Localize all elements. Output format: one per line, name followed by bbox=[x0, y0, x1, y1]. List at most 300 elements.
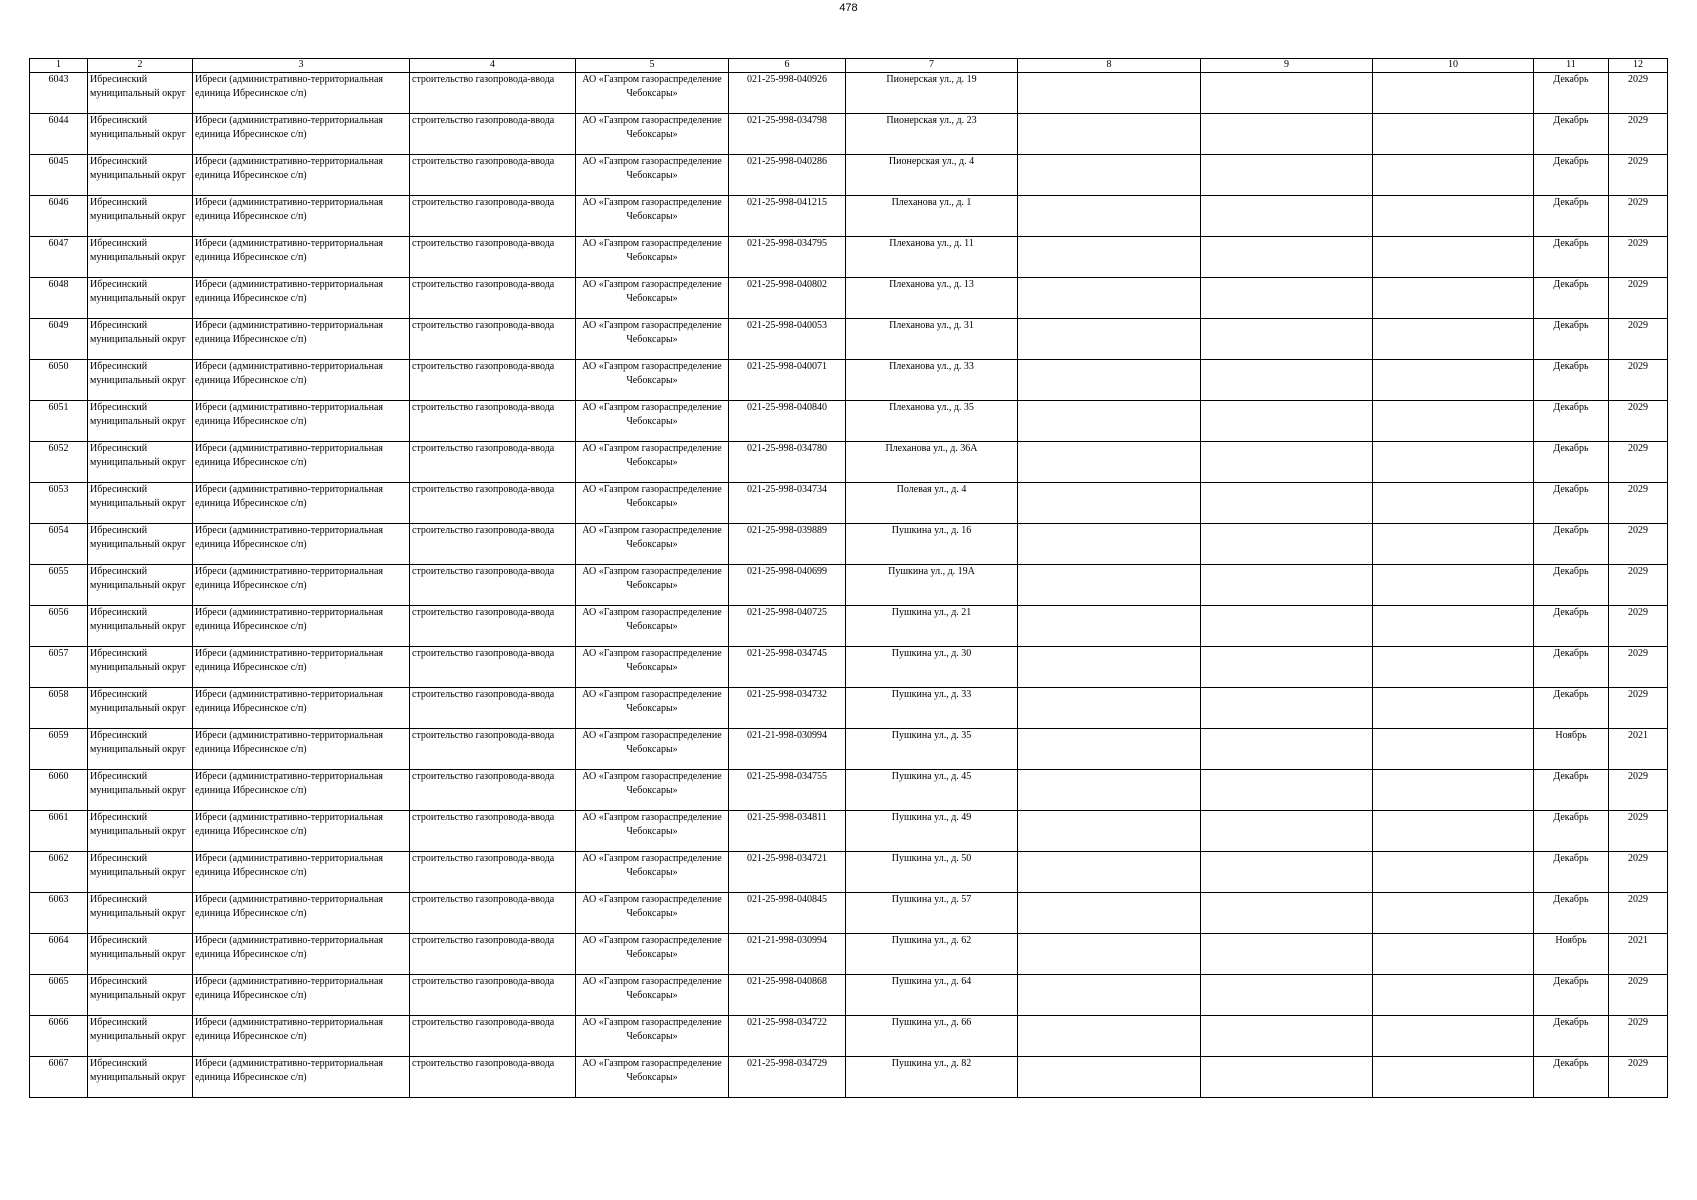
column-9-cell bbox=[1201, 1016, 1373, 1057]
year-cell-text: 2029 bbox=[1628, 1017, 1648, 1028]
table-row bbox=[30, 893, 1668, 934]
settlement-cell-text: Ибреси (административно-территориальная единица Ибресинское с/п) bbox=[195, 853, 383, 878]
organization-cell-text: АО «Газпром газораспределение Чебоксары» bbox=[582, 484, 722, 509]
settlement-cell-text: Ибреси (административно-территориальная единица Ибресинское с/п) bbox=[195, 525, 383, 550]
organization-cell-text: АО «Газпром газораспределение Чебоксары» bbox=[582, 976, 722, 1001]
column-header: 4 bbox=[410, 59, 576, 73]
district-cell bbox=[88, 1057, 193, 1098]
district-cell bbox=[88, 155, 193, 196]
address-cell bbox=[846, 155, 1018, 196]
year-cell-text: 2029 bbox=[1628, 402, 1648, 413]
object-code-cell bbox=[729, 934, 846, 975]
district-cell-text: Ибресинский муниципальный округ bbox=[90, 730, 186, 755]
month-cell-text: Декабрь bbox=[1553, 689, 1589, 700]
organization-cell-text: АО «Газпром газораспределение Чебоксары» bbox=[582, 74, 722, 99]
column-9-cell bbox=[1201, 278, 1373, 319]
month-cell-text: Декабрь bbox=[1553, 238, 1589, 249]
column-10-cell bbox=[1373, 934, 1534, 975]
address-cell-text: Пушкина ул., д. 30 bbox=[891, 648, 972, 659]
column-8-cell bbox=[1018, 606, 1201, 647]
object-code-cell-text: 021-25-998-041215 bbox=[747, 197, 827, 208]
row-number-text: 6051 bbox=[48, 402, 69, 413]
row-number-text: 6058 bbox=[48, 689, 69, 700]
table-row bbox=[30, 237, 1668, 278]
year-cell bbox=[1609, 647, 1668, 688]
object-code-cell bbox=[729, 1057, 846, 1098]
table-row bbox=[30, 483, 1668, 524]
object-code-cell-text: 021-25-998-040725 bbox=[747, 607, 827, 618]
row-number-text: 6053 bbox=[48, 484, 69, 495]
object-code-cell bbox=[729, 483, 846, 524]
work-type-cell-text: строительство газопровода-ввода bbox=[412, 238, 555, 249]
page-number: 478 bbox=[839, 2, 858, 14]
settlement-cell-text: Ибреси (административно-территориальная единица Ибресинское с/п) bbox=[195, 74, 383, 99]
month-cell bbox=[1534, 155, 1609, 196]
work-type-cell bbox=[410, 688, 576, 729]
row-number bbox=[30, 934, 88, 975]
organization-cell-text: АО «Газпром газораспределение Чебоксары» bbox=[582, 730, 722, 755]
column-8-cell bbox=[1018, 688, 1201, 729]
year-cell-text: 2029 bbox=[1628, 566, 1648, 577]
object-code-cell bbox=[729, 770, 846, 811]
organization-cell-text: АО «Газпром газораспределение Чебоксары» bbox=[582, 238, 722, 263]
organization-cell bbox=[576, 278, 729, 319]
column-header: 5 bbox=[576, 59, 729, 73]
settlement-cell-text: Ибреси (административно-территориальная единица Ибресинское с/п) bbox=[195, 894, 383, 919]
column-8-cell bbox=[1018, 1016, 1201, 1057]
address-cell bbox=[846, 893, 1018, 934]
organization-cell-text: АО «Газпром газораспределение Чебоксары» bbox=[582, 812, 722, 837]
object-code-cell bbox=[729, 729, 846, 770]
organization-cell-text: АО «Газпром газораспределение Чебоксары» bbox=[582, 525, 722, 550]
table-row bbox=[30, 319, 1668, 360]
work-type-cell bbox=[410, 155, 576, 196]
organization-cell bbox=[576, 647, 729, 688]
month-cell bbox=[1534, 237, 1609, 278]
object-code-cell bbox=[729, 442, 846, 483]
table-row bbox=[30, 155, 1668, 196]
work-type-cell bbox=[410, 360, 576, 401]
column-8-cell bbox=[1018, 483, 1201, 524]
row-number-text: 6050 bbox=[48, 361, 69, 372]
address-cell-text: Пушкина ул., д. 82 bbox=[891, 1058, 972, 1069]
object-code-cell-text: 021-25-998-034798 bbox=[747, 115, 827, 126]
year-cell bbox=[1609, 975, 1668, 1016]
month-cell bbox=[1534, 442, 1609, 483]
column-8-cell bbox=[1018, 1057, 1201, 1098]
column-8-cell bbox=[1018, 360, 1201, 401]
object-code-cell-text: 021-25-998-034729 bbox=[747, 1058, 827, 1069]
object-code-cell bbox=[729, 1016, 846, 1057]
column-9-cell bbox=[1201, 196, 1373, 237]
row-number bbox=[30, 893, 88, 934]
column-10-cell bbox=[1373, 565, 1534, 606]
column-9-cell bbox=[1201, 442, 1373, 483]
settlement-cell-text: Ибреси (административно-территориальная единица Ибресинское с/п) bbox=[195, 484, 383, 509]
work-type-cell bbox=[410, 442, 576, 483]
organization-cell-text: АО «Газпром газораспределение Чебоксары» bbox=[582, 894, 722, 919]
work-type-cell-text: строительство газопровода-ввода bbox=[412, 525, 555, 536]
settlement-cell-text: Ибреси (административно-территориальная единица Ибресинское с/п) bbox=[195, 156, 383, 181]
year-cell-text: 2029 bbox=[1628, 156, 1648, 167]
year-cell-text: 2029 bbox=[1628, 689, 1648, 700]
column-8-cell bbox=[1018, 114, 1201, 155]
column-8-cell bbox=[1018, 73, 1201, 114]
settlement-cell-text: Ибреси (административно-территориальная единица Ибресинское с/п) bbox=[195, 812, 383, 837]
object-code-cell-text: 021-25-998-040926 bbox=[747, 74, 827, 85]
column-8-cell bbox=[1018, 442, 1201, 483]
work-type-cell-text: строительство газопровода-ввода bbox=[412, 443, 555, 454]
object-code-cell-text: 021-25-998-034811 bbox=[747, 812, 827, 823]
address-cell bbox=[846, 196, 1018, 237]
column-header: 12 bbox=[1609, 59, 1668, 73]
row-number bbox=[30, 524, 88, 565]
address-cell bbox=[846, 811, 1018, 852]
organization-cell bbox=[576, 319, 729, 360]
month-cell bbox=[1534, 934, 1609, 975]
month-cell-text: Декабрь bbox=[1553, 525, 1589, 536]
object-code-cell bbox=[729, 237, 846, 278]
column-10-cell bbox=[1373, 442, 1534, 483]
row-number-text: 6066 bbox=[48, 1017, 69, 1028]
object-code-cell-text: 021-25-998-040802 bbox=[747, 279, 827, 290]
column-8-cell bbox=[1018, 975, 1201, 1016]
column-9-cell bbox=[1201, 524, 1373, 565]
month-cell bbox=[1534, 975, 1609, 1016]
address-cell-text: Пушкина ул., д. 21 bbox=[891, 607, 972, 618]
address-cell bbox=[846, 524, 1018, 565]
column-9-cell bbox=[1201, 73, 1373, 114]
row-number bbox=[30, 1016, 88, 1057]
year-cell-text: 2029 bbox=[1628, 361, 1648, 372]
year-cell bbox=[1609, 1057, 1668, 1098]
district-cell-text: Ибресинский муниципальный округ bbox=[90, 115, 186, 140]
district-cell-text: Ибресинский муниципальный округ bbox=[90, 197, 186, 222]
district-cell-text: Ибресинский муниципальный округ bbox=[90, 443, 186, 468]
address-cell bbox=[846, 360, 1018, 401]
organization-cell bbox=[576, 852, 729, 893]
year-cell bbox=[1609, 565, 1668, 606]
settlement-cell bbox=[193, 483, 410, 524]
column-9-cell bbox=[1201, 770, 1373, 811]
address-cell-text: Пионерская ул., д. 4 bbox=[888, 156, 975, 167]
district-cell bbox=[88, 647, 193, 688]
column-number-row bbox=[30, 59, 1668, 73]
address-cell-text: Пушкина ул., д. 66 bbox=[891, 1017, 972, 1028]
district-cell bbox=[88, 565, 193, 606]
organization-cell bbox=[576, 1016, 729, 1057]
address-cell bbox=[846, 606, 1018, 647]
year-cell-text: 2029 bbox=[1628, 320, 1648, 331]
work-type-cell-text: строительство газопровода-ввода bbox=[412, 730, 555, 741]
organization-cell bbox=[576, 524, 729, 565]
settlement-cell-text: Ибреси (административно-территориальная единица Ибресинское с/п) bbox=[195, 402, 383, 427]
row-number-text: 6056 bbox=[48, 607, 69, 618]
work-type-cell bbox=[410, 319, 576, 360]
row-number-text: 6045 bbox=[48, 156, 69, 167]
month-cell bbox=[1534, 1057, 1609, 1098]
column-8-cell bbox=[1018, 934, 1201, 975]
settlement-cell bbox=[193, 934, 410, 975]
address-cell-text: Пушкина ул., д. 35 bbox=[891, 730, 972, 741]
organization-cell bbox=[576, 114, 729, 155]
object-code-cell-text: 021-25-998-034745 bbox=[747, 648, 827, 659]
year-cell-text: 2029 bbox=[1628, 238, 1648, 249]
column-9-cell bbox=[1201, 688, 1373, 729]
year-cell bbox=[1609, 73, 1668, 114]
settlement-cell-text: Ибреси (административно-территориальная единица Ибресинское с/п) bbox=[195, 197, 383, 222]
column-8-cell bbox=[1018, 893, 1201, 934]
column-10-cell bbox=[1373, 688, 1534, 729]
district-cell-text: Ибресинский муниципальный округ bbox=[90, 607, 186, 632]
year-cell-text: 2029 bbox=[1628, 894, 1648, 905]
column-9-cell bbox=[1201, 606, 1373, 647]
organization-cell-text: АО «Газпром газораспределение Чебоксары» bbox=[582, 1017, 722, 1042]
column-9-cell bbox=[1201, 647, 1373, 688]
object-code-cell bbox=[729, 647, 846, 688]
row-number-text: 6063 bbox=[48, 894, 69, 905]
row-number-text: 6052 bbox=[48, 443, 69, 454]
row-number bbox=[30, 852, 88, 893]
row-number-text: 6054 bbox=[48, 525, 69, 536]
district-cell bbox=[88, 770, 193, 811]
address-cell bbox=[846, 934, 1018, 975]
object-code-cell bbox=[729, 401, 846, 442]
address-cell-text: Плеханова ул., д. 33 bbox=[889, 361, 974, 372]
district-cell-text: Ибресинский муниципальный округ bbox=[90, 812, 186, 837]
district-cell-text: Ибресинский муниципальный округ bbox=[90, 156, 186, 181]
district-cell bbox=[88, 114, 193, 155]
registry-table bbox=[29, 58, 1668, 1098]
address-cell-text: Плеханова ул., д. 31 bbox=[889, 320, 974, 331]
organization-cell bbox=[576, 606, 729, 647]
object-code-cell-text: 021-25-998-034795 bbox=[747, 238, 827, 249]
column-header: 2 bbox=[88, 59, 193, 73]
work-type-cell bbox=[410, 975, 576, 1016]
organization-cell bbox=[576, 729, 729, 770]
year-cell-text: 2029 bbox=[1628, 443, 1648, 454]
address-cell bbox=[846, 114, 1018, 155]
address-cell-text: Плеханова ул., д. 35 bbox=[889, 402, 974, 413]
settlement-cell bbox=[193, 893, 410, 934]
column-10-cell bbox=[1373, 524, 1534, 565]
work-type-cell bbox=[410, 401, 576, 442]
year-cell-text: 2029 bbox=[1628, 525, 1648, 536]
row-number-text: 6044 bbox=[48, 115, 69, 126]
district-cell bbox=[88, 196, 193, 237]
year-cell bbox=[1609, 278, 1668, 319]
row-number bbox=[30, 811, 88, 852]
row-number-text: 6055 bbox=[48, 566, 69, 577]
table-row bbox=[30, 852, 1668, 893]
year-cell-text: 2021 bbox=[1628, 935, 1648, 946]
row-number bbox=[30, 360, 88, 401]
work-type-cell-text: строительство газопровода-ввода bbox=[412, 74, 555, 85]
month-cell-text: Декабрь bbox=[1553, 1017, 1589, 1028]
work-type-cell bbox=[410, 565, 576, 606]
work-type-cell-text: строительство газопровода-ввода bbox=[412, 976, 555, 987]
address-cell bbox=[846, 237, 1018, 278]
district-cell-text: Ибресинский муниципальный округ bbox=[90, 1058, 186, 1083]
year-cell-text: 2029 bbox=[1628, 648, 1648, 659]
column-8-cell bbox=[1018, 319, 1201, 360]
column-9-cell bbox=[1201, 934, 1373, 975]
year-cell bbox=[1609, 483, 1668, 524]
object-code-cell-text: 021-25-998-040845 bbox=[747, 894, 827, 905]
work-type-cell bbox=[410, 483, 576, 524]
column-10-cell bbox=[1373, 1016, 1534, 1057]
year-cell bbox=[1609, 729, 1668, 770]
object-code-cell-text: 021-25-998-040053 bbox=[747, 320, 827, 331]
organization-cell bbox=[576, 811, 729, 852]
address-cell-text: Пионерская ул., д. 23 bbox=[886, 115, 977, 126]
table-row bbox=[30, 196, 1668, 237]
table-row bbox=[30, 811, 1668, 852]
row-number bbox=[30, 237, 88, 278]
work-type-cell-text: строительство газопровода-ввода bbox=[412, 484, 555, 495]
settlement-cell-text: Ибреси (административно-территориальная единица Ибресинское с/п) bbox=[195, 730, 383, 755]
column-10-cell bbox=[1373, 319, 1534, 360]
organization-cell bbox=[576, 975, 729, 1016]
object-code-cell bbox=[729, 114, 846, 155]
work-type-cell-text: строительство газопровода-ввода bbox=[412, 689, 555, 700]
settlement-cell bbox=[193, 360, 410, 401]
settlement-cell-text: Ибреси (административно-территориальная единица Ибресинское с/п) bbox=[195, 566, 383, 591]
table-row bbox=[30, 934, 1668, 975]
district-cell bbox=[88, 688, 193, 729]
settlement-cell bbox=[193, 565, 410, 606]
row-number-text: 6067 bbox=[48, 1058, 69, 1069]
address-cell bbox=[846, 975, 1018, 1016]
month-cell-text: Декабрь bbox=[1553, 197, 1589, 208]
district-cell-text: Ибресинский муниципальный округ bbox=[90, 279, 186, 304]
table-row bbox=[30, 73, 1668, 114]
organization-cell bbox=[576, 893, 729, 934]
work-type-cell-text: строительство газопровода-ввода bbox=[412, 648, 555, 659]
table-row bbox=[30, 688, 1668, 729]
address-cell-text: Пионерская ул., д. 19 bbox=[886, 74, 977, 85]
month-cell-text: Ноябрь bbox=[1555, 730, 1587, 741]
year-cell-text: 2029 bbox=[1628, 74, 1648, 85]
organization-cell bbox=[576, 688, 729, 729]
year-cell bbox=[1609, 196, 1668, 237]
year-cell-text: 2029 bbox=[1628, 1058, 1648, 1069]
year-cell-text: 2021 bbox=[1628, 730, 1648, 741]
month-cell bbox=[1534, 278, 1609, 319]
settlement-cell-text: Ибреси (административно-территориальная единица Ибресинское с/п) bbox=[195, 279, 383, 304]
organization-cell-text: АО «Газпром газораспределение Чебоксары» bbox=[582, 279, 722, 304]
year-cell-text: 2029 bbox=[1628, 197, 1648, 208]
month-cell-text: Декабрь bbox=[1553, 156, 1589, 167]
table-row bbox=[30, 524, 1668, 565]
district-cell-text: Ибресинский муниципальный округ bbox=[90, 74, 186, 99]
district-cell bbox=[88, 852, 193, 893]
column-9-cell bbox=[1201, 401, 1373, 442]
table-row bbox=[30, 565, 1668, 606]
year-cell bbox=[1609, 360, 1668, 401]
column-10-cell bbox=[1373, 278, 1534, 319]
column-10-cell bbox=[1373, 647, 1534, 688]
year-cell bbox=[1609, 688, 1668, 729]
table-row bbox=[30, 975, 1668, 1016]
object-code-cell bbox=[729, 278, 846, 319]
work-type-cell-text: строительство газопровода-ввода bbox=[412, 279, 555, 290]
organization-cell bbox=[576, 934, 729, 975]
column-header: 8 bbox=[1018, 59, 1201, 73]
district-cell-text: Ибресинский муниципальный округ bbox=[90, 689, 186, 714]
object-code-cell bbox=[729, 688, 846, 729]
row-number bbox=[30, 565, 88, 606]
work-type-cell bbox=[410, 934, 576, 975]
work-type-cell bbox=[410, 114, 576, 155]
address-cell bbox=[846, 319, 1018, 360]
address-cell bbox=[846, 483, 1018, 524]
year-cell bbox=[1609, 770, 1668, 811]
column-10-cell bbox=[1373, 483, 1534, 524]
district-cell-text: Ибресинский муниципальный округ bbox=[90, 894, 186, 919]
month-cell bbox=[1534, 1016, 1609, 1057]
settlement-cell-text: Ибреси (административно-территориальная единица Ибресинское с/п) bbox=[195, 238, 383, 263]
column-8-cell bbox=[1018, 770, 1201, 811]
object-code-cell-text: 021-25-998-034780 bbox=[747, 443, 827, 454]
month-cell-text: Декабрь bbox=[1553, 279, 1589, 290]
column-8-cell bbox=[1018, 565, 1201, 606]
column-10-cell bbox=[1373, 606, 1534, 647]
column-9-cell bbox=[1201, 114, 1373, 155]
organization-cell-text: АО «Газпром газораспределение Чебоксары» bbox=[582, 197, 722, 222]
district-cell bbox=[88, 319, 193, 360]
year-cell-text: 2029 bbox=[1628, 976, 1648, 987]
table-row bbox=[30, 1016, 1668, 1057]
district-cell-text: Ибресинский муниципальный округ bbox=[90, 648, 186, 673]
settlement-cell-text: Ибреси (административно-территориальная единица Ибресинское с/п) bbox=[195, 1058, 383, 1083]
settlement-cell-text: Ибреси (административно-территориальная единица Ибресинское с/п) bbox=[195, 607, 383, 632]
row-number bbox=[30, 73, 88, 114]
row-number-text: 6059 bbox=[48, 730, 69, 741]
work-type-cell-text: строительство газопровода-ввода bbox=[412, 894, 555, 905]
settlement-cell bbox=[193, 114, 410, 155]
month-cell-text: Декабрь bbox=[1553, 976, 1589, 987]
address-cell bbox=[846, 73, 1018, 114]
year-cell bbox=[1609, 442, 1668, 483]
month-cell-text: Декабрь bbox=[1553, 771, 1589, 782]
month-cell bbox=[1534, 524, 1609, 565]
row-number bbox=[30, 114, 88, 155]
month-cell bbox=[1534, 360, 1609, 401]
organization-cell-text: АО «Газпром газораспределение Чебоксары» bbox=[582, 156, 722, 181]
address-cell bbox=[846, 401, 1018, 442]
settlement-cell bbox=[193, 442, 410, 483]
month-cell-text: Декабрь bbox=[1553, 402, 1589, 413]
year-cell bbox=[1609, 852, 1668, 893]
settlement-cell-text: Ибреси (административно-территориальная единица Ибресинское с/п) bbox=[195, 115, 383, 140]
settlement-cell bbox=[193, 852, 410, 893]
district-cell-text: Ибресинский муниципальный округ bbox=[90, 566, 186, 591]
district-cell-text: Ибресинский муниципальный округ bbox=[90, 484, 186, 509]
district-cell bbox=[88, 401, 193, 442]
month-cell-text: Декабрь bbox=[1553, 443, 1589, 454]
object-code-cell bbox=[729, 155, 846, 196]
column-9-cell bbox=[1201, 360, 1373, 401]
address-cell-text: Плеханова ул., д. 36А bbox=[885, 443, 978, 454]
settlement-cell-text: Ибреси (административно-территориальная единица Ибресинское с/п) bbox=[195, 935, 383, 960]
table-row bbox=[30, 770, 1668, 811]
work-type-cell bbox=[410, 852, 576, 893]
district-cell-text: Ибресинский муниципальный округ bbox=[90, 238, 186, 263]
row-number bbox=[30, 770, 88, 811]
column-10-cell bbox=[1373, 729, 1534, 770]
organization-cell-text: АО «Газпром газораспределение Чебоксары» bbox=[582, 853, 722, 878]
